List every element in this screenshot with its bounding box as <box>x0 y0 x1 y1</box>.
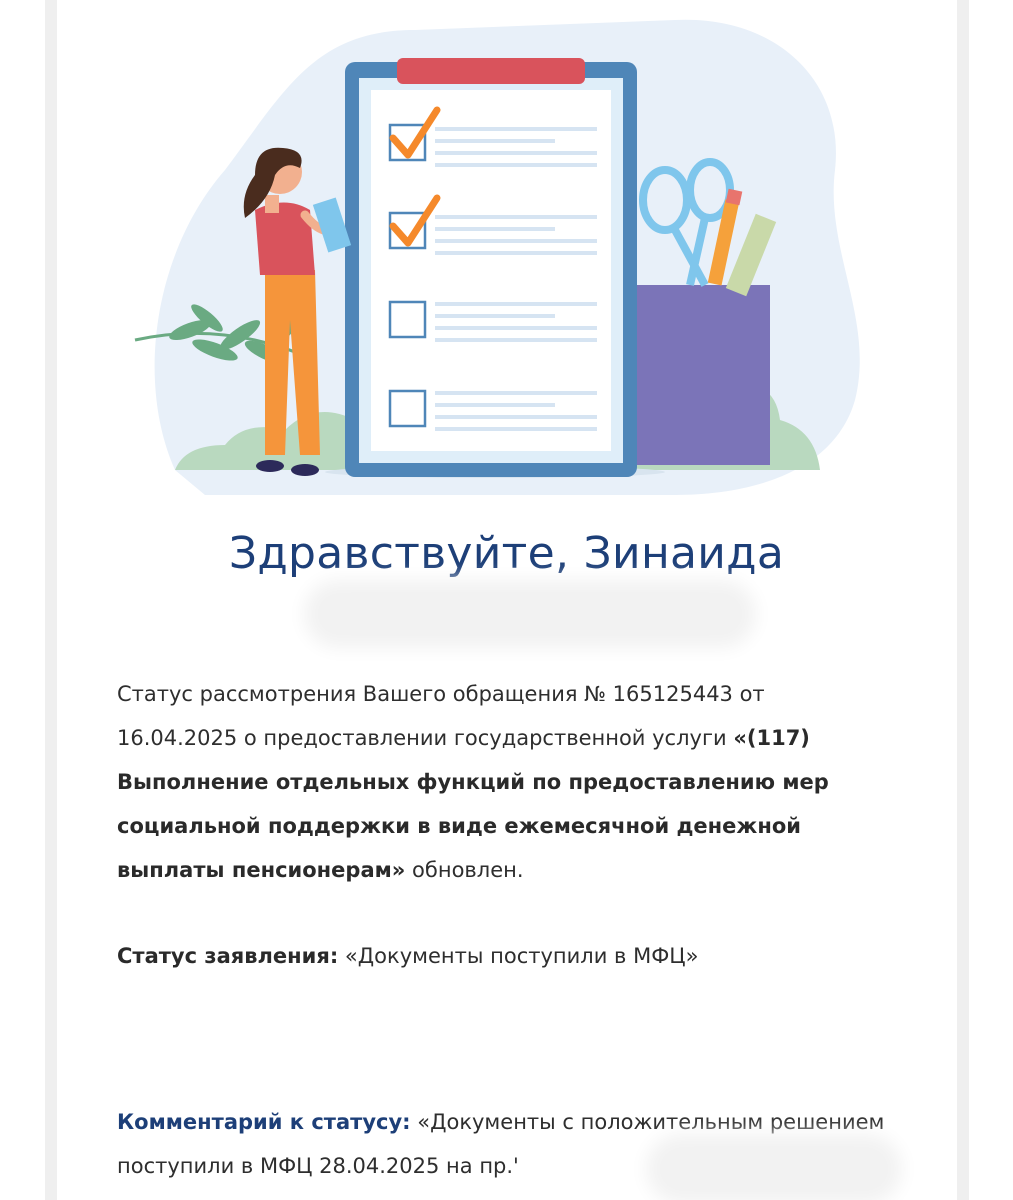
application-status-label: Статус заявления: <box>117 944 339 968</box>
clipboard-sheet <box>371 90 611 451</box>
status-intro: Статус рассмотрения Вашего обращения № 165125443 от 16.04.2025 о предоставлении государственной услуги <box>117 682 765 750</box>
application-status <box>117 934 887 978</box>
left-border-strip <box>45 0 57 1200</box>
redacted-surname <box>318 594 742 634</box>
application-status-value: «Документы поступили в МФЦ» <box>338 944 699 968</box>
pencil-pot <box>635 285 770 465</box>
redacted-address <box>660 1148 888 1190</box>
status-comment-label: Комментарий к статусу: <box>117 1110 411 1134</box>
status-message <box>117 672 887 892</box>
status-outro: обновлен. <box>405 858 524 882</box>
greeting-heading: Здравствуйте, Зинаида <box>228 528 785 579</box>
service-name: «(117) Выполнение отдельных функций по предоставлению мер социальной поддержки в виде ежемесячной денежной выплаты пенсионерам» <box>117 726 829 882</box>
status-comment-value: «Документы с положительным решением поступили в МФЦ 28.04.2025 на пр.' <box>117 1110 885 1178</box>
right-border-strip <box>957 0 969 1200</box>
clipboard-clip <box>397 58 585 84</box>
checklist-illustration <box>115 0 875 500</box>
